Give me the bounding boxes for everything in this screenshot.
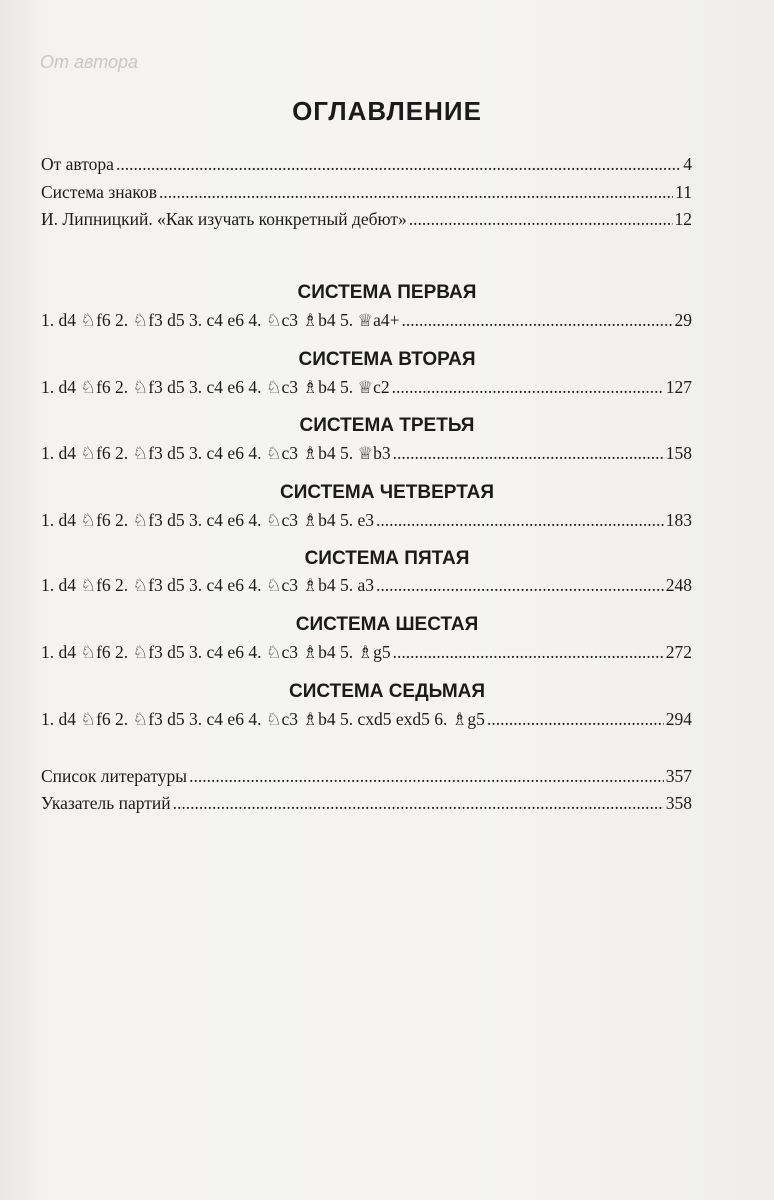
- toc-entry-page: 158: [665, 443, 692, 463]
- toc-entry-bibliography[interactable]: [41, 765, 692, 787]
- toc-entry-author[interactable]: [41, 153, 692, 175]
- dot-leader: [116, 153, 681, 175]
- page-title: ОГЛАВЛЕНИЕ: [292, 96, 482, 126]
- dot-leader: [409, 208, 673, 230]
- toc-entry-page: 358: [665, 793, 692, 813]
- toc-entry-system-7[interactable]: [41, 708, 692, 730]
- toc-entry-page: 183: [665, 510, 692, 530]
- toc-entry-page: 4: [683, 154, 692, 174]
- toc-entry-label: Система знаков: [41, 182, 157, 202]
- toc-entry-notation[interactable]: [41, 181, 692, 203]
- toc-entry-page: 12: [674, 209, 692, 229]
- dot-leader: [173, 792, 664, 814]
- dot-leader: [159, 181, 673, 203]
- toc-entry-system-6[interactable]: [41, 641, 692, 663]
- toc-entry-page: 272: [665, 642, 692, 662]
- move-sequence: 1. d4 ♘f6 2. ♘f3 d5 3. c4 e6 4. ♘c3 ♗b4 5. ♕b3: [41, 443, 391, 463]
- toc-entry-system-4[interactable]: [41, 509, 692, 531]
- toc-entry-system-3[interactable]: [41, 442, 692, 464]
- section-heading: СИСТЕМА ПЕРВАЯ: [297, 282, 477, 303]
- dot-leader: [393, 641, 664, 663]
- move-sequence: 1. d4 ♘f6 2. ♘f3 d5 3. c4 e6 4. ♘c3 ♗b4 5. a3: [41, 575, 374, 595]
- dot-leader: [487, 708, 664, 730]
- toc-entry-system-1[interactable]: [41, 309, 692, 331]
- toc-entry-system-5[interactable]: [41, 574, 692, 596]
- toc-entry-page: 29: [674, 310, 692, 330]
- toc-entry-system-2[interactable]: [41, 376, 692, 398]
- dot-leader: [402, 309, 673, 331]
- dot-leader: [376, 509, 664, 531]
- toc-entry-page: 127: [665, 377, 692, 397]
- move-sequence: 1. d4 ♘f6 2. ♘f3 d5 3. c4 e6 4. ♘c3 ♗b4 5. ♕c2: [41, 377, 390, 397]
- toc-entry-label: От автора: [41, 154, 114, 174]
- section-heading: СИСТЕМА ШЕСТАЯ: [295, 614, 479, 635]
- toc-entry-page: 294: [665, 709, 692, 729]
- section-heading: СИСТЕМА ВТОРАЯ: [298, 349, 476, 370]
- move-sequence: 1. d4 ♘f6 2. ♘f3 d5 3. c4 e6 4. ♘c3 ♗b4 5. ♕a4+: [41, 310, 400, 330]
- dot-leader: [189, 765, 664, 787]
- toc-entry-lipnitsky[interactable]: [41, 208, 692, 230]
- move-sequence: 1. d4 ♘f6 2. ♘f3 d5 3. c4 e6 4. ♘c3 ♗b4 5. e3: [41, 510, 374, 530]
- dot-leader: [393, 442, 664, 464]
- section-heading: СИСТЕМА ЧЕТВЕРТАЯ: [280, 482, 494, 503]
- toc-entry-label: Указатель партий: [41, 793, 171, 813]
- section-heading: СИСТЕМА ПЯТАЯ: [304, 548, 470, 569]
- dot-leader: [392, 376, 664, 398]
- bleed-through-header: От автора: [40, 52, 139, 72]
- toc-entry-game-index[interactable]: [41, 792, 692, 814]
- toc-entry-label: И. Липницкий. «Как изучать конкретный дебют»: [41, 209, 407, 229]
- toc-entry-label: Список литературы: [41, 766, 188, 786]
- toc-entry-page: 248: [665, 575, 692, 595]
- dot-leader: [376, 574, 664, 596]
- section-heading: СИСТЕМА ТРЕТЬЯ: [299, 415, 475, 436]
- move-sequence: 1. d4 ♘f6 2. ♘f3 d5 3. c4 e6 4. ♘c3 ♗b4 5. ♗g5: [41, 642, 391, 662]
- toc-entry-page: 11: [675, 182, 692, 202]
- section-heading: СИСТЕМА СЕДЬМАЯ: [288, 681, 486, 702]
- move-sequence: 1. d4 ♘f6 2. ♘f3 d5 3. c4 e6 4. ♘c3 ♗b4 5. cxd5 exd5 6. ♗g5: [41, 709, 485, 729]
- toc-entry-page: 357: [665, 766, 692, 786]
